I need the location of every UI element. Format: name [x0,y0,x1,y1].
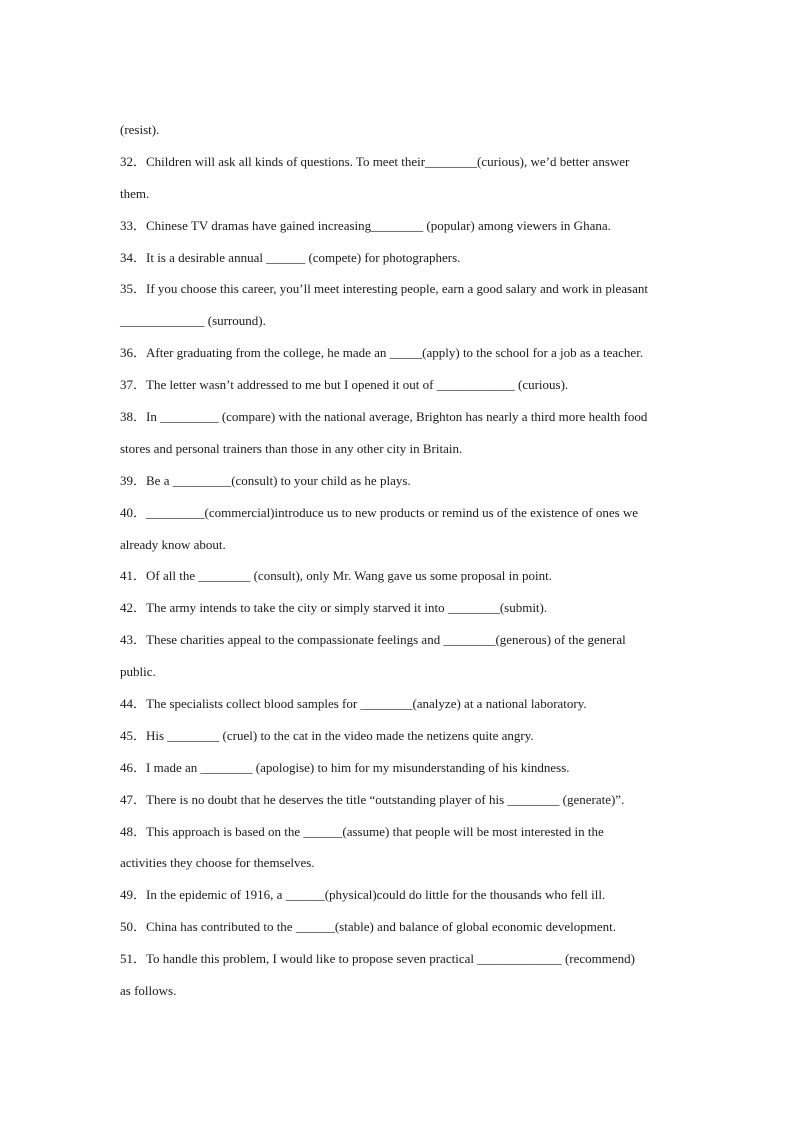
question-33: 33．Chinese TV dramas have gained increasing________ (popular) among viewers in Ghana. [120,217,611,233]
question-38: 38．In _________ (compare) with the national average, Brighton has nearly a third more health food [120,409,648,425]
question-34: 34．It is a desirable annual ______ (compete) for photographers. [120,249,461,265]
question-45: 45．His ________ (cruel) to the cat in the video made the netizens quite angry. [120,727,534,743]
question-38-continued: stores and personal trainers than those in any other city in Britain. [120,440,463,456]
question-51-continued: as follows. [120,983,177,999]
document-page [120,114,700,1007]
question-49: 49．In the epidemic of 1916, a ______(physical)could do little for the thousands who fell ill. [120,887,606,903]
question-35-continued: _____________ (surround). [120,313,266,329]
question-42: 42．The army intends to take the city or simply starved it into ________(submit). [120,600,548,616]
question-41: 41．Of all the ________ (consult), only Mr. Wang gave us some proposal in point. [120,568,552,584]
question-48: 48．This approach is based on the ______(assume) that people will be most interested in the [120,823,604,839]
question-51: 51．To handle this problem, I would like to propose seven practical _____________ (recommend) [120,951,635,967]
question-32: 32．Children will ask all kinds of questions. To meet their________(curious), we’d better answer [120,153,630,169]
text-line-resist: (resist). [120,122,160,137]
question-40: 40．_________(commercial)introduce us to new products or remind us of the existence of ones we [120,504,639,520]
question-48-continued: activities they choose for themselves. [120,855,315,871]
question-39: 39．Be a _________(consult) to your child as he plays. [120,472,411,488]
question-32-continued: them. [120,185,150,201]
question-43: 43．These charities appeal to the compassionate feelings and ________(generous) of the general [120,632,626,648]
question-35: 35．If you choose this career, you’ll meet interesting people, earn a good salary and work in pleasant [120,281,648,297]
question-37: 37．The letter wasn’t addressed to me but I opened it out of ____________ (curious). [120,377,569,393]
question-46: 46．I made an ________ (apologise) to him for my misunderstanding of his kindness. [120,759,570,775]
question-40-continued: already know about. [120,536,226,552]
question-44: 44．The specialists collect blood samples for ________(analyze) at a national laboratory. [120,696,587,712]
question-50: 50．China has contributed to the ______(stable) and balance of global economic development. [120,919,617,935]
question-47: 47．There is no doubt that he deserves the title “outstanding player of his ________ (generate)”. [120,791,625,807]
question-43-continued: public. [120,664,156,680]
question-36: 36．After graduating from the college, he made an _____(apply) to the school for a job as a teacher. [120,345,644,361]
